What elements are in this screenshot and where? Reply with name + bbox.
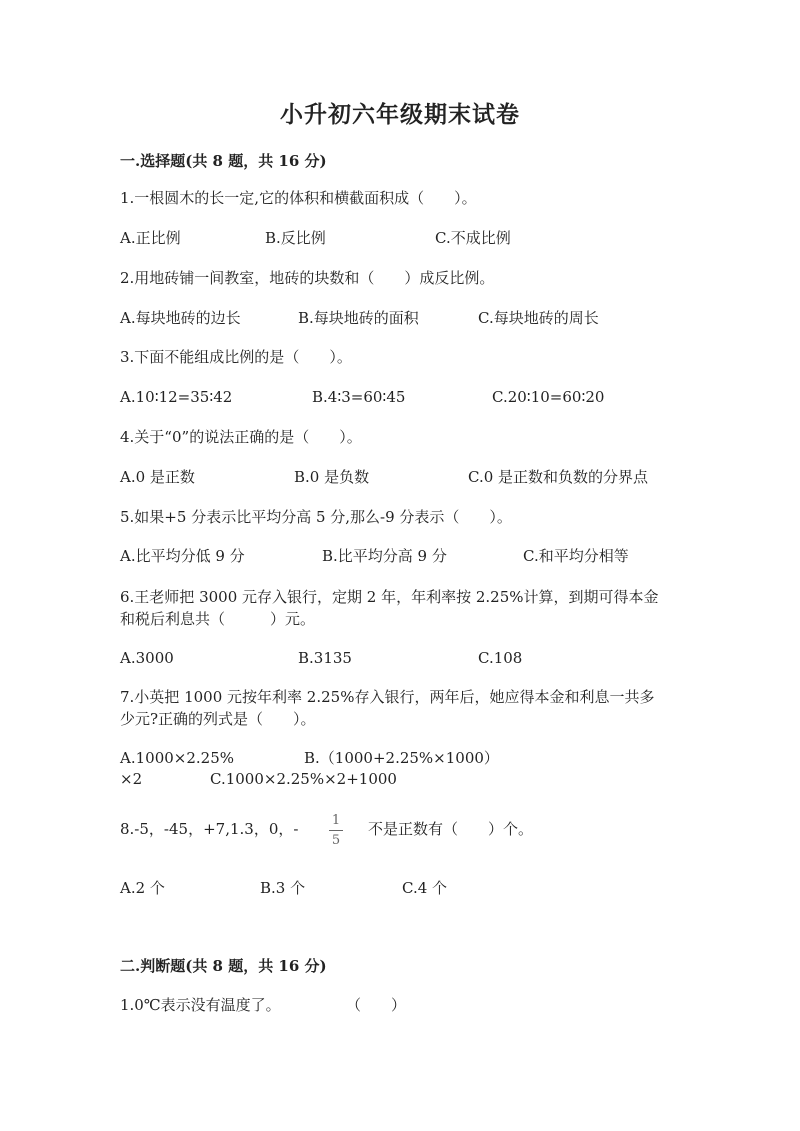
- q4-option-c: C.0 是正数和负数的分界点: [468, 468, 649, 486]
- q6-option-c: C.108: [478, 649, 523, 667]
- q2-option-a: A.每块地砖的边长: [120, 309, 241, 327]
- question-8-prefix: 8.-5，-45，+7,1.3，0，-: [120, 820, 299, 838]
- exam-title: 小升初六年级期末试卷: [280, 101, 520, 128]
- q8-option-c: C.4 个: [402, 879, 448, 897]
- q7-option-b-continued: ×2: [120, 770, 143, 788]
- q4-option-a: A.0 是正数: [120, 468, 195, 486]
- q2-option-b: B.每块地砖的面积: [298, 309, 419, 327]
- q7-option-c: C.1000×2.25%×2+1000: [210, 770, 397, 788]
- fraction-numerator: 1: [331, 813, 341, 828]
- question-7-line-2: 少元?正确的列式是（ ）。: [120, 710, 316, 728]
- judgement-1-blank: （ ）: [346, 996, 407, 1014]
- q5-option-c: C.和平均分相等: [523, 547, 629, 565]
- q1-option-a: A.正比例: [120, 229, 181, 247]
- fraction-denominator: 5: [331, 833, 341, 848]
- q6-option-a: A.3000: [120, 649, 174, 667]
- q5-option-a: A.比平均分低 9 分: [120, 547, 245, 565]
- section-heading-judgement: 二.判断题(共 8 题，共 16 分): [120, 957, 327, 975]
- question-6-line-1: 6.王老师把 3000 元存入银行，定期 2 年，年利率按 2.25%计算，到期可得本金: [120, 588, 659, 606]
- question-3: 3.下面不能组成比例的是（ ）。: [120, 348, 352, 366]
- question-5: 5.如果+5 分表示比平均分高 5 分,那么-9 分表示（ ）。: [120, 508, 512, 526]
- q8-option-b: B.3 个: [260, 879, 306, 897]
- question-1: 1.一根圆木的长一定,它的体积和横截面积成（ ）。: [120, 189, 477, 207]
- question-8-suffix: 不是正数有（ ）个。: [368, 820, 534, 838]
- q7-option-a: A.1000×2.25%: [120, 749, 234, 767]
- q1-option-b: B.反比例: [265, 229, 326, 247]
- q7-option-b: B.（1000+2.25%×1000）: [304, 749, 499, 767]
- q2-option-c: C.每块地砖的周长: [478, 309, 599, 327]
- judgement-1: 1.0℃表示没有温度了。: [120, 996, 281, 1014]
- q3-option-b: B.4∶3=60∶45: [312, 388, 406, 406]
- fraction-bar: [329, 830, 343, 831]
- q6-option-b: B.3135: [298, 649, 352, 667]
- q1-option-c: C.不成比例: [435, 229, 511, 247]
- question-4: 4.关于“0”的说法正确的是（ ）。: [120, 428, 362, 446]
- q3-option-c: C.20∶10=60∶20: [492, 388, 605, 406]
- question-7-line-1: 7.小英把 1000 元按年利率 2.25%存入银行，两年后，她应得本金和利息一共多: [120, 688, 655, 706]
- q3-option-a: A.10∶12=35∶42: [120, 388, 233, 406]
- q8-option-a: A.2 个: [120, 879, 165, 897]
- q4-option-b: B.0 是负数: [294, 468, 370, 486]
- fraction-one-fifth: [329, 813, 343, 848]
- question-6-line-2: 和税后利息共（ ）元。: [120, 610, 316, 628]
- question-2: 2.用地砖铺一间教室，地砖的块数和（ ）成反比例。: [120, 269, 495, 287]
- q5-option-b: B.比平均分高 9 分: [322, 547, 447, 565]
- section-heading-choice: 一.选择题(共 8 题，共 16 分): [120, 152, 327, 170]
